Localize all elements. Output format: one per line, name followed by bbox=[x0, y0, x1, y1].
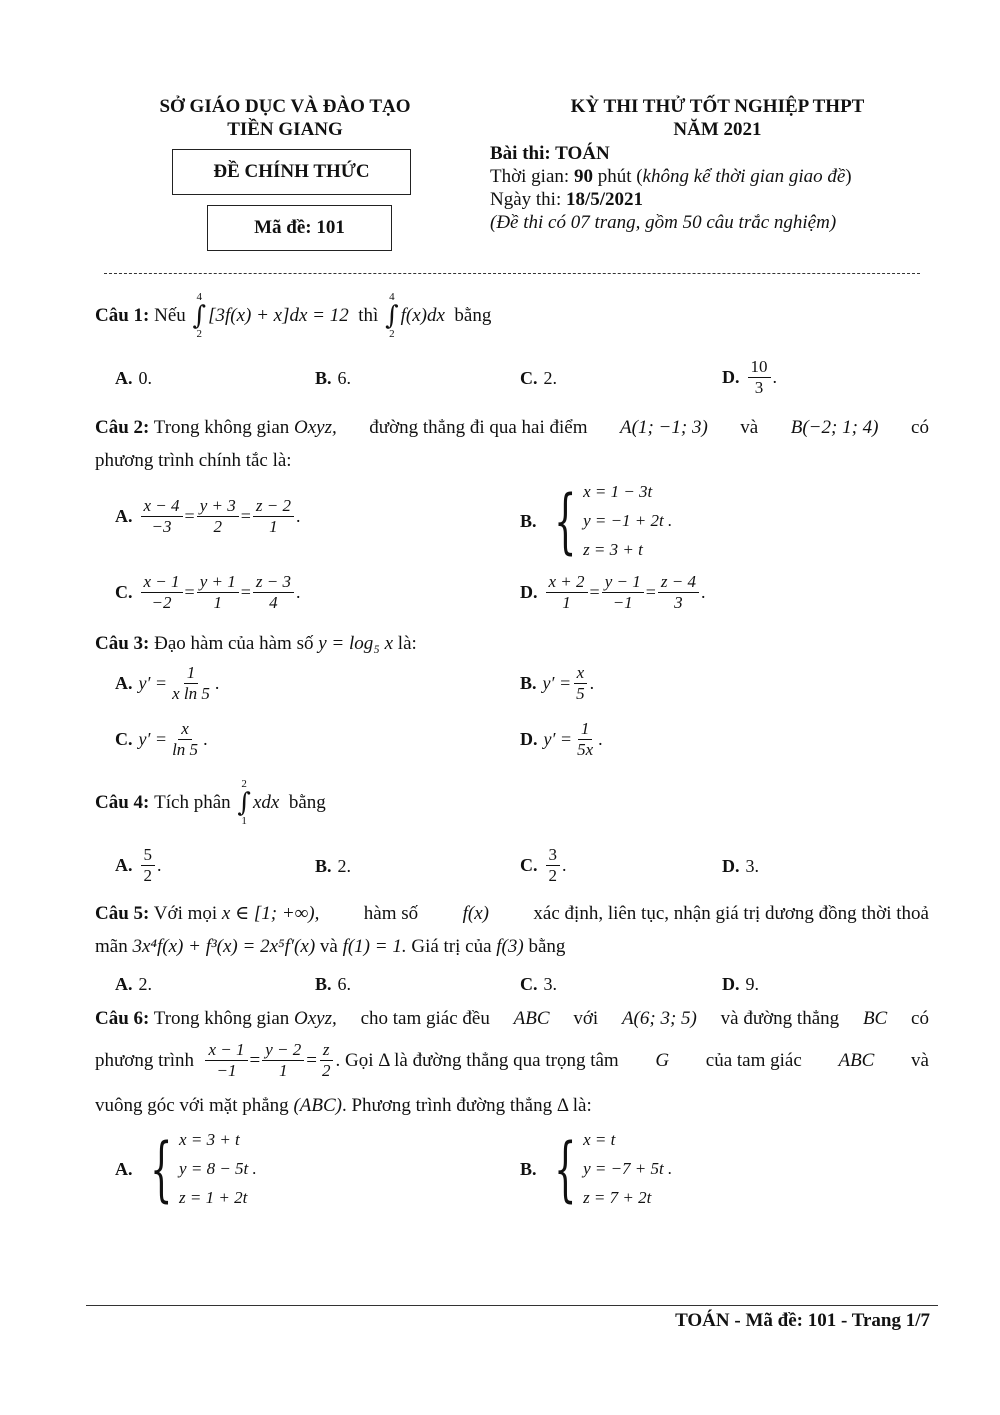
q3-option-a[interactable]: A. y′ = $\frac{1}{\text{x ln 5}}$ . bbox=[115, 663, 220, 704]
q3-option-d[interactable]: D. y′ = $\frac{1}{5x}$ . bbox=[520, 719, 603, 760]
question-2-continued: phương trình chính tắc là: bbox=[95, 450, 292, 471]
official-exam-box bbox=[172, 149, 411, 195]
footer-divider bbox=[86, 1305, 938, 1306]
q4-option-b[interactable]: B. 2. bbox=[315, 856, 352, 876]
q4-option-c[interactable]: C. $\frac{3}{2}$ . bbox=[520, 845, 567, 886]
department-name: SỞ GIÁO DỤC VÀ ĐÀO TẠO bbox=[159, 96, 411, 117]
exam-code-box bbox=[207, 205, 392, 251]
question-5: Câu 5: Với mọi x ∈ [1; +∞), hàm số f(x) xác định, liên tục, nhận giá trị dương đồng thời thoả bbox=[95, 903, 929, 924]
question-5-continued: mãn 3x⁴f(x) + f³(x) = 2x⁵f′(x) và f(1) = 1. Giá trị của f(3) bằng bbox=[95, 936, 566, 957]
q6-option-a[interactable]: A. { x = 3 + t y = 8 − 5t . z = 1 + 2t bbox=[115, 1128, 257, 1211]
exam-date: Ngày thi: 18/5/2021 bbox=[490, 189, 644, 210]
question-3-label: Câu 3: bbox=[95, 633, 150, 654]
official-exam-label: ĐỀ CHÍNH THỨC bbox=[213, 161, 370, 182]
question-6: Câu 6: Trong không gian Oxyz, cho tam giác đều ABC với A(6; 3; 5) và đường thẳng BC có bbox=[95, 1008, 929, 1029]
q1-option-b[interactable]: B. 6. bbox=[315, 368, 352, 388]
integral-sign-3: 2 ∫ 1 bbox=[237, 778, 251, 827]
q5-option-d[interactable]: D. 9. bbox=[722, 974, 759, 994]
integral-expression-2: f(x)dx bbox=[400, 304, 445, 326]
question-3: Câu 3: Đạo hàm của hàm số y = log₅ x là: bbox=[95, 633, 417, 654]
page-footer: TOÁN - Mã đề: 101 - Trang 1/7 bbox=[675, 1310, 930, 1331]
q1-option-a[interactable]: A. 0. bbox=[115, 368, 152, 388]
exam-title: KỲ THI THỬ TỐT NGHIỆP THPT bbox=[570, 96, 865, 117]
question-6-label: Câu 6: bbox=[95, 1008, 150, 1029]
exam-time: Thời gian: 90 phút (không kể thời gian giao đề) bbox=[490, 166, 852, 187]
q5-option-a[interactable]: A. 2. bbox=[115, 974, 152, 994]
q3-option-b[interactable]: B. y′ = $\frac{x}{5}$ . bbox=[520, 663, 595, 704]
header-divider bbox=[104, 273, 920, 274]
question-1-text-3: bằng bbox=[454, 304, 492, 326]
q1-option-c[interactable]: C. 2. bbox=[520, 368, 557, 388]
q5-option-b[interactable]: B. 6. bbox=[315, 974, 352, 994]
question-1-text: Nếu bbox=[154, 304, 186, 326]
question-4-label: Câu 4: bbox=[95, 791, 150, 813]
q1-option-d[interactable]: D. $\frac{10}{3}$ . bbox=[722, 357, 777, 398]
exam-year: NĂM 2021 bbox=[673, 119, 762, 140]
q4-option-a[interactable]: A. $\frac{5}{2}$ . bbox=[115, 845, 162, 886]
question-6-continued: phương trình $\frac{x - 1}{-1}$ = $\frac{y - 2}{1}$ = $\frac{z}{2}$ . Gọi Δ là đường thẳng qua trọng tâm G của tam giác ABC và bbox=[95, 1040, 929, 1081]
q4-option-d[interactable]: D. 3. bbox=[722, 856, 759, 876]
q2-option-b[interactable]: B. { x = 1 − 3t y = −1 + 2t . z = 3 + t bbox=[520, 480, 673, 563]
q6-option-b[interactable]: B. { x = t y = −7 + 5t . z = 7 + 2t bbox=[520, 1128, 673, 1211]
integral-sign: 4 ∫ 2 bbox=[192, 291, 207, 340]
question-1-text-2: thì bbox=[358, 304, 379, 326]
question-2: Câu 2: Trong không gian Oxyz, đường thẳng đi qua hai điểm A(1; −1; 3) và B(−2; 1; 4) có bbox=[95, 417, 929, 438]
province-name: TIỀN GIANG bbox=[227, 119, 343, 140]
q2-option-c[interactable]: C. $\frac{x - 1}{-2}$ = $\frac{y + 1}{1}$ = $\frac{z - 3}{4}$ . bbox=[115, 572, 301, 613]
integral-sign-2: 4 ∫ 2 bbox=[385, 291, 399, 340]
question-4: Câu 4: Tích phân 2 ∫ 1 xdx bằng bbox=[95, 778, 326, 827]
q2-option-d[interactable]: D. $\frac{x + 2}{1}$ = $\frac{y - 1}{-1}$ = $\frac{z - 4}{3}$ . bbox=[520, 572, 706, 613]
question-2-label: Câu 2: bbox=[95, 417, 150, 438]
question-1-label: Câu 1: bbox=[95, 304, 150, 326]
question-1 bbox=[95, 292, 491, 340]
exam-pages-note: (Đề thi có 07 trang, gồm 50 câu trắc nghiệm) bbox=[490, 212, 837, 233]
exam-code-label: Mã đề: 101 bbox=[254, 217, 345, 238]
question-5-label: Câu 5: bbox=[95, 903, 150, 924]
question-6-line-3: vuông góc với mặt phẳng (ABC). Phương trình đường thẳng Δ là: bbox=[95, 1095, 592, 1116]
q5-option-c[interactable]: C. 3. bbox=[520, 974, 557, 994]
q2-option-a[interactable]: A. $\frac{x - 4}{-3}$ = $\frac{y + 3}{2}$ = $\frac{z - 2}{1}$ . bbox=[115, 496, 301, 537]
q3-option-c[interactable]: C. y′ = $\frac{x}{\ln 5}$ . bbox=[115, 719, 208, 760]
exam-subject: Bài thi: TOÁN bbox=[490, 143, 610, 164]
integral-expression-1: [3f(x) + x]dx = 12 bbox=[208, 304, 349, 326]
